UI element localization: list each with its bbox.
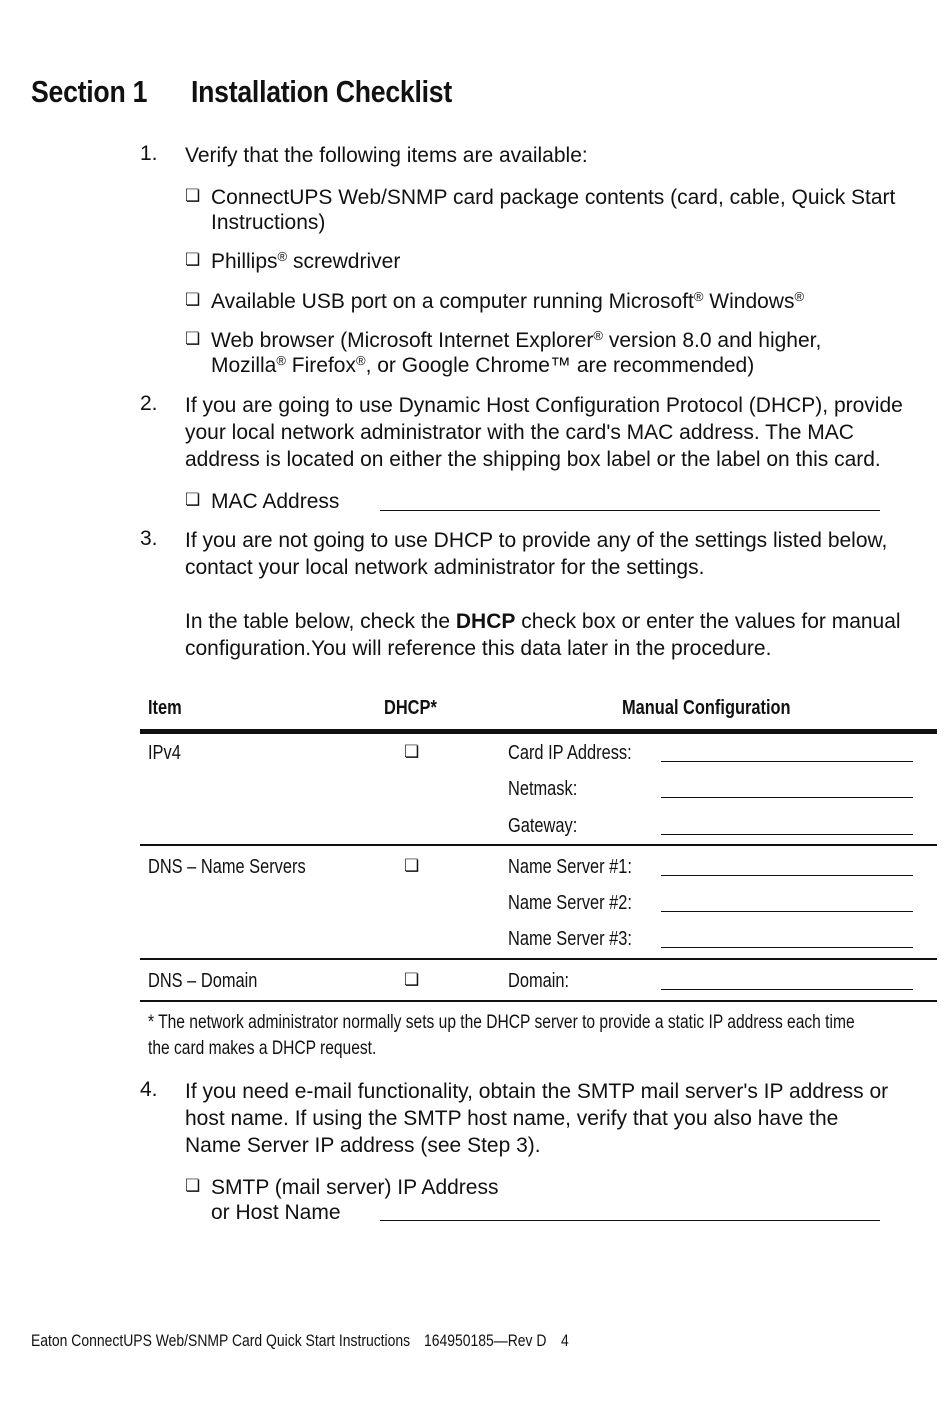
mac-address-blank[interactable]	[380, 509, 880, 511]
mac-address-label: MAC Address	[211, 490, 340, 513]
table-row-label: DNS – Domain	[148, 970, 258, 992]
field-label: Card IP Address:	[508, 742, 632, 764]
checklist-item: Instructions)	[211, 211, 326, 234]
step-text: If you are going to use Dynamic Host Configuration Protocol (DHCP), provide	[185, 394, 903, 417]
field-label: Gateway:	[508, 815, 578, 837]
step-text: Verify that the following items are available:	[185, 144, 588, 167]
smtp-blank[interactable]	[380, 1219, 880, 1221]
field-blank[interactable]	[661, 988, 913, 990]
table-row-label: IPv4	[148, 742, 181, 764]
footer-page-number: 4	[561, 1331, 569, 1350]
footer-doc-title: Eaton ConnectUPS Web/SNMP Card Quick Start Instructions	[31, 1331, 411, 1350]
smtp-label: SMTP (mail server) IP Address	[211, 1176, 499, 1199]
table-bottom-rule	[140, 1000, 937, 1002]
step-text: Name Server IP address (see Step 3).	[185, 1134, 541, 1157]
step-number: 2.	[140, 392, 158, 415]
step-text: your local network administrator with the card's MAC address. The MAC	[185, 421, 854, 444]
step-text: configuration.You will reference this data later in the procedure.	[185, 637, 772, 660]
step-number: 4.	[140, 1078, 158, 1101]
page-title: Installation Checklist	[191, 74, 452, 109]
table-header-manual: Manual Configuration	[622, 697, 791, 719]
step-number: 3.	[140, 527, 158, 550]
step-text: If you are not going to use DHCP to provide any of the settings listed below,	[185, 529, 888, 552]
field-blank[interactable]	[661, 796, 913, 798]
field-label: Domain:	[508, 970, 570, 992]
checkbox-icon: ❏	[185, 1176, 201, 1195]
step-text: If you need e-mail functionality, obtain the SMTP mail server's IP address or	[185, 1080, 889, 1103]
checklist-item: Mozilla® Firefox®, or Google Chrome™ are recommended)	[211, 353, 755, 377]
table-header-item: Item	[148, 697, 182, 719]
smtp-label: or Host Name	[211, 1201, 341, 1224]
checklist-item: Available USB port on a computer running Microsoft® Windows®	[211, 289, 805, 313]
field-blank[interactable]	[661, 910, 913, 912]
table-header-dhcp: DHCP*	[384, 697, 437, 719]
step-text: In the table below, check the DHCP check box or enter the values for manual	[185, 610, 901, 633]
table-row-divider	[140, 844, 937, 846]
table-row-label: DNS – Name Servers	[148, 856, 306, 878]
field-label: Netmask:	[508, 778, 578, 800]
step-text: host name. If using the SMTP host name, verify that you also have the	[185, 1107, 839, 1130]
field-label: Name Server #2:	[508, 892, 632, 914]
table-footnote: * The network administrator normally sets up the DHCP server to provide a static IP address each time	[148, 1012, 855, 1033]
dhcp-checkbox-icon[interactable]: ❏	[404, 970, 420, 989]
table-row-divider	[140, 958, 937, 960]
checkbox-icon: ❏	[185, 290, 201, 309]
checklist-item: Web browser (Microsoft Internet Explorer® version 8.0 and higher,	[211, 328, 822, 352]
field-blank[interactable]	[661, 946, 913, 948]
table-header-rule	[140, 729, 937, 734]
checklist-item: Phillips® screwdriver	[211, 249, 401, 273]
checklist-item: ConnectUPS Web/SNMP card package contents (card, cable, Quick Start	[211, 186, 896, 209]
table-footnote: the card makes a DHCP request.	[148, 1038, 377, 1059]
footer-part-number: 164950185—Rev D	[424, 1331, 547, 1350]
dhcp-checkbox-icon[interactable]: ❏	[404, 742, 420, 761]
checkbox-icon: ❏	[185, 329, 201, 348]
checkbox-icon: ❏	[185, 186, 201, 205]
field-blank[interactable]	[661, 833, 913, 835]
dhcp-checkbox-icon[interactable]: ❏	[404, 856, 420, 875]
field-label: Name Server #3:	[508, 928, 632, 950]
field-blank[interactable]	[661, 874, 913, 876]
step-text: address is located on either the shipping box label or the label on this card.	[185, 448, 881, 471]
section-number: Section 1	[31, 74, 148, 109]
step-text: contact your local network administrator for the settings.	[185, 556, 705, 579]
checkbox-icon: ❏	[185, 490, 201, 509]
step-number: 1.	[140, 142, 158, 165]
checkbox-icon: ❏	[185, 250, 201, 269]
field-label: Name Server #1:	[508, 856, 632, 878]
field-blank[interactable]	[661, 760, 913, 762]
